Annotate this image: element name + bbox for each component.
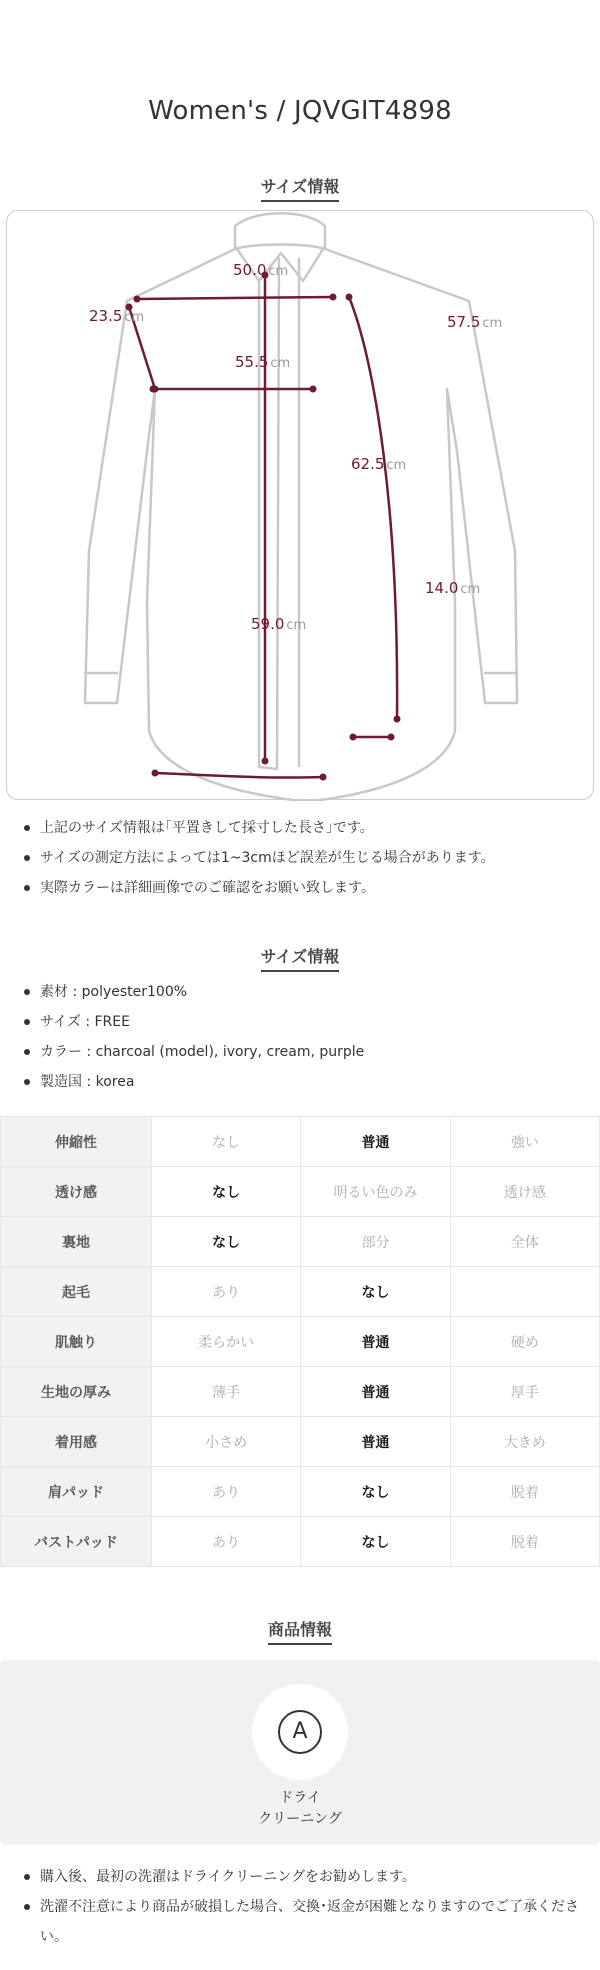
- table-row: [1, 1317, 600, 1367]
- measure-arrow-head: [350, 734, 357, 741]
- attribute-label: 生地の厚み: [1, 1367, 152, 1417]
- list-item: 洗濯不注意により商品が破損した場合、交換･返金が困難となりますのでご了承ください。: [20, 1892, 590, 1952]
- chest-measurement: 55.5 cm: [235, 353, 291, 371]
- measure-arrow-head: [394, 716, 401, 723]
- measure-arrow-head: [310, 386, 317, 393]
- attribute-option: 普通: [301, 1417, 450, 1467]
- page-title: Women's / JQVGIT4898: [148, 96, 452, 126]
- table-row: [1, 1367, 600, 1417]
- measure-arrow-head: [262, 758, 269, 765]
- measurement-lines: [7, 211, 595, 801]
- attribute-label: 伸縮性: [1, 1117, 152, 1167]
- shoulder-measurement: 50.0 cm: [233, 261, 289, 279]
- care-badge: [252, 1684, 348, 1780]
- attribute-option: 脱着: [450, 1517, 599, 1567]
- attribute-option: 普通: [301, 1117, 450, 1167]
- measure-arrow-head: [320, 774, 327, 781]
- sleeve-measurement: 57.5 cm: [447, 313, 503, 331]
- attribute-option: なし: [152, 1117, 301, 1167]
- table-row: [1, 1517, 600, 1567]
- attribute-label: 透け感: [1, 1167, 152, 1217]
- list-item: 素材 : polyester100%: [20, 977, 590, 1007]
- hem-line: [155, 773, 323, 778]
- spec-heading: サイズ情報: [0, 944, 600, 972]
- attribute-option: 透け感: [450, 1167, 599, 1217]
- attribute-option: 薄手: [152, 1367, 301, 1417]
- attribute-option: なし: [301, 1517, 450, 1567]
- attribute-option: なし: [301, 1267, 450, 1317]
- attribute-option: 普通: [301, 1367, 450, 1417]
- attribute-option: 全体: [450, 1217, 599, 1267]
- shoulder-line: [137, 297, 333, 299]
- attribute-option: あり: [152, 1467, 301, 1517]
- attribute-label: 着用感: [1, 1417, 152, 1467]
- attribute-option: 脱着: [450, 1467, 599, 1517]
- care-label: ドライ クリーニング: [258, 1790, 342, 1827]
- table-row: [1, 1467, 600, 1517]
- attribute-option: 硬め: [450, 1317, 599, 1367]
- attribute-option: [450, 1267, 599, 1317]
- attribute-label: 肩パッド: [1, 1467, 152, 1517]
- care-notes-list: [20, 1862, 590, 1952]
- attribute-option: なし: [301, 1467, 450, 1517]
- list-item: カラー : charcoal (model), ivory, cream, purple: [20, 1037, 590, 1067]
- list-item: 上記のサイズ情報は｢平置きして採寸した長さ｣です。: [20, 813, 590, 843]
- list-item: 製造国 : korea: [20, 1067, 590, 1097]
- measure-arrow-head: [388, 734, 395, 741]
- list-item: サイズ : FREE: [20, 1007, 590, 1037]
- table-row: [1, 1417, 600, 1467]
- size-notes-list: [20, 813, 590, 903]
- attribute-option: あり: [152, 1517, 301, 1567]
- size-info-heading: サイズ情報: [0, 174, 600, 202]
- size-diagram: [6, 210, 594, 800]
- attribute-option: あり: [152, 1267, 301, 1317]
- dry-clean-icon: A: [278, 1710, 322, 1754]
- attribute-label: 肌触り: [1, 1317, 152, 1367]
- table-row: [1, 1217, 600, 1267]
- measure-arrow-head: [150, 386, 157, 393]
- product-info-heading: 商品情報: [0, 1617, 600, 1645]
- spec-list: [20, 977, 590, 1097]
- attribute-option: 大きめ: [450, 1417, 599, 1467]
- attribute-option: 部分: [301, 1217, 450, 1267]
- attribute-label: バストパッド: [1, 1517, 152, 1567]
- cuff-measurement: 14.0 cm: [425, 579, 481, 597]
- care-instructions-panel: [0, 1660, 600, 1845]
- attribute-label: 起毛: [1, 1267, 152, 1317]
- list-item: 購入後、最初の洗濯はドライクリーニングをお勧めします。: [20, 1862, 590, 1892]
- measure-arrow-head: [134, 296, 141, 303]
- length-measurement: 62.5 cm: [351, 455, 407, 473]
- attribute-option: 小さめ: [152, 1417, 301, 1467]
- list-item: サイズの測定方法によっては1~3cmほど誤差が生じる場合があります。: [20, 843, 590, 873]
- attribute-option: なし: [152, 1167, 301, 1217]
- attribute-option: 明るい色のみ: [301, 1167, 450, 1217]
- attribute-option: 柔らかい: [152, 1317, 301, 1367]
- sleeve-line: [349, 297, 397, 719]
- measure-arrow-head: [346, 294, 353, 301]
- list-item: 実際カラーは詳細画像でのご確認をお願い致します。: [20, 873, 590, 903]
- sleeve-top-measurement: 23.5 cm: [89, 307, 145, 325]
- table-row: [1, 1267, 600, 1317]
- attribute-option: 普通: [301, 1317, 450, 1367]
- fabric-attributes-table: [0, 1116, 600, 1567]
- attribute-option: 厚手: [450, 1367, 599, 1417]
- attribute-option: なし: [152, 1217, 301, 1267]
- measure-arrow-head: [152, 770, 159, 777]
- table-row: [1, 1167, 600, 1217]
- measure-arrow-head: [330, 294, 337, 301]
- attribute-label: 裏地: [1, 1217, 152, 1267]
- hem-measurement: 59.0 cm: [251, 615, 307, 633]
- table-row: [1, 1117, 600, 1167]
- attribute-option: 強い: [450, 1117, 599, 1167]
